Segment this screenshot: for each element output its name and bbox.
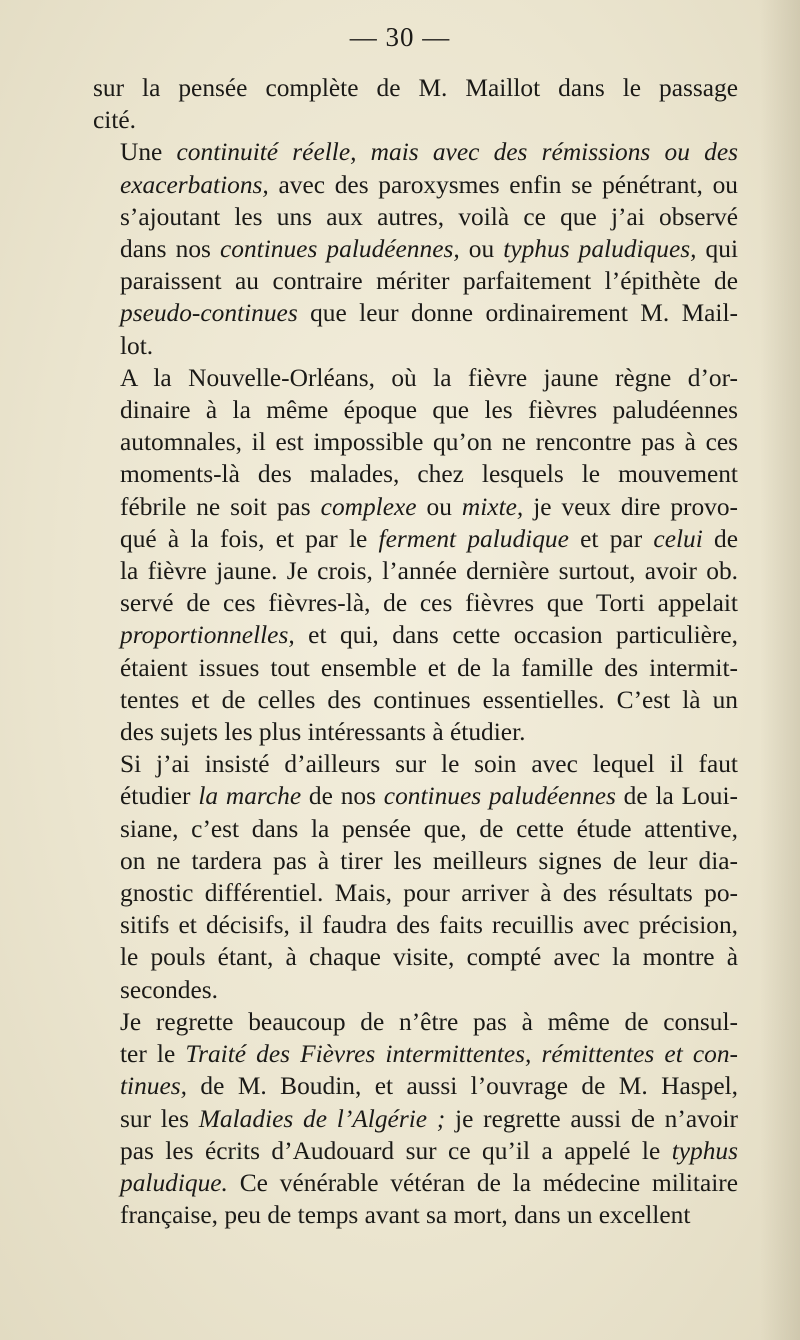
text-line	[93, 330, 738, 362]
text-segment: ou	[459, 235, 504, 264]
text-segment: cité.	[93, 106, 136, 135]
text-line	[93, 426, 738, 458]
text-segment: dans nos	[120, 235, 221, 264]
text-segment: lot.	[120, 331, 154, 360]
text-line	[93, 684, 738, 716]
paragraph	[93, 136, 738, 361]
paragraph	[93, 362, 738, 748]
italic-text: typhus	[671, 1136, 738, 1165]
text-segment: la fièvre jaune. Je crois, l’année dernière surtout, avoir ob.	[120, 557, 738, 586]
text-line	[93, 1070, 738, 1102]
text-segment: tentes et de celles des continues essentielles. C’est là un	[120, 685, 738, 714]
text-segment: française, peu de temps avant sa mort, dans un excellent	[120, 1201, 691, 1230]
italic-text: proportionnelles,	[120, 621, 295, 650]
italic-text: Maladies de l’Algérie ;	[198, 1104, 446, 1133]
text-line	[93, 877, 738, 909]
text-segment: de M. Boudin, et aussi l’ouvrage de M. Haspel,	[187, 1072, 738, 1101]
text-line	[93, 619, 738, 651]
text-segment: des sujets les plus intéressants à étudier.	[120, 718, 526, 747]
text-line	[93, 845, 738, 877]
text-line	[93, 941, 738, 973]
text-segment: sur les	[120, 1104, 199, 1133]
text-line	[93, 909, 738, 941]
text-segment: de nos	[301, 782, 384, 811]
text-segment: automnales, il est impossible qu’on ne rencontre pas à ces	[120, 428, 738, 457]
text-segment: avec des paroxysmes enfin se pénétrant, ou	[268, 170, 738, 199]
italic-text: ferment paludique	[378, 524, 569, 553]
italic-text: continues paludéennes,	[220, 235, 460, 264]
text-line	[93, 716, 738, 748]
text-segment: qué à la fois, et par le	[120, 524, 379, 553]
text-line	[93, 813, 738, 845]
text-segment: pas les écrits d’Audouard sur ce qu’il a appelé le	[120, 1136, 672, 1165]
text-segment: s’ajoutant les uns aux autres, voilà ce que j’ai observé	[120, 202, 738, 231]
text-segment: étudier	[120, 782, 199, 811]
text-line	[93, 491, 738, 523]
text-segment: on ne tardera pas à tirer les meilleurs signes de leur dia-	[120, 846, 738, 875]
text-line	[93, 265, 738, 297]
text-line	[93, 652, 738, 684]
text-segment: qui	[696, 235, 738, 264]
text-line	[93, 780, 738, 812]
text-segment: et par	[568, 524, 654, 553]
italic-text: paludique.	[120, 1168, 228, 1197]
body-text	[93, 72, 738, 1231]
text-segment: et qui, dans cette occasion particulière,	[294, 621, 738, 650]
text-segment: fébrile ne soit pas	[120, 492, 321, 521]
text-segment: le pouls étant, à chaque visite, compté avec la montre à	[120, 943, 738, 972]
italic-text: typhus paludiques,	[503, 235, 697, 264]
text-segment: Ce vénérable vétéran de la médecine militaire	[227, 1168, 738, 1197]
text-segment: A la Nouvelle-Orléans, où la fièvre jaune règne d’or-	[120, 363, 738, 392]
text-segment: ter le	[120, 1040, 186, 1069]
text-segment: moments-là des malades, chez lesquels le mouvement	[120, 460, 738, 489]
italic-text: pseudo-continues	[120, 299, 298, 328]
text-line	[93, 458, 738, 490]
page-number: — 30 —	[349, 22, 451, 52]
text-segment: gnostic différentiel. Mais, pour arriver à des résultats po-	[120, 879, 738, 908]
text-line	[93, 587, 738, 619]
text-segment: paraissent au contraire mériter parfaitement l’épithète de	[120, 267, 738, 296]
text-line	[93, 233, 738, 265]
text-segment: Je regrette beaucoup de n’être pas à même de consul-	[120, 1007, 738, 1036]
text-segment: sitifs et décisifs, il faudra des faits recuillis avec précision,	[120, 911, 738, 940]
text-segment: étaient issues tout ensemble et de la famille des intermit-	[120, 653, 738, 682]
text-line	[93, 1006, 738, 1038]
text-line	[93, 72, 738, 104]
text-line	[93, 1135, 738, 1167]
text-segment: je veux dire provo-	[523, 492, 739, 521]
italic-text: celui	[653, 524, 703, 553]
text-line	[93, 104, 738, 136]
text-segment: que leur donne ordinairement M. Mail-	[297, 299, 738, 328]
text-segment: sur la pensée complète de M. Maillot dans le passage	[93, 74, 738, 102]
italic-text: tinues,	[120, 1072, 187, 1101]
paragraph	[93, 72, 738, 136]
text-line	[93, 169, 738, 201]
text-segment: servé de ces fièvres-là, de ces fièvres que Torti appelait	[120, 589, 738, 618]
italic-text: continuité réelle, mais avec des rémissions ou des	[176, 138, 738, 167]
text-segment: de	[702, 524, 738, 553]
text-segment: dinaire à la même époque que les fièvres paludéennes	[120, 396, 738, 425]
text-line	[93, 748, 738, 780]
text-segment: secondes.	[120, 975, 219, 1004]
text-segment: ou	[416, 492, 462, 521]
paragraph	[93, 1006, 738, 1231]
page-edge-shadow	[760, 0, 800, 1340]
text-line	[93, 394, 738, 426]
text-segment: je regrette aussi de n’avoir	[445, 1104, 739, 1133]
text-line	[93, 1038, 738, 1070]
italic-text: continues paludéennes	[383, 782, 616, 811]
text-line	[93, 201, 738, 233]
text-line	[93, 297, 738, 329]
italic-text: exacerbations,	[120, 170, 269, 199]
text-line	[93, 555, 738, 587]
text-line	[93, 362, 738, 394]
text-segment: Une	[120, 138, 177, 167]
text-line	[93, 136, 738, 168]
text-line	[93, 523, 738, 555]
italic-text: la marche	[198, 782, 302, 811]
italic-text: Traité des Fièvres intermittentes, rémittentes et con-	[185, 1040, 738, 1069]
text-line	[93, 1167, 738, 1199]
text-segment: Si j’ai insisté d’ailleurs sur le soin avec lequel il faut	[120, 750, 738, 779]
text-segment: de la Loui-	[615, 782, 738, 811]
italic-text: mixte,	[461, 492, 524, 521]
text-line	[93, 1199, 738, 1231]
text-line	[93, 1103, 738, 1135]
text-segment: siane, c’est dans la pensée que, de cette étude attentive,	[120, 814, 738, 843]
text-line	[93, 974, 738, 1006]
italic-text: complexe	[320, 492, 417, 521]
paragraph	[93, 748, 738, 1006]
